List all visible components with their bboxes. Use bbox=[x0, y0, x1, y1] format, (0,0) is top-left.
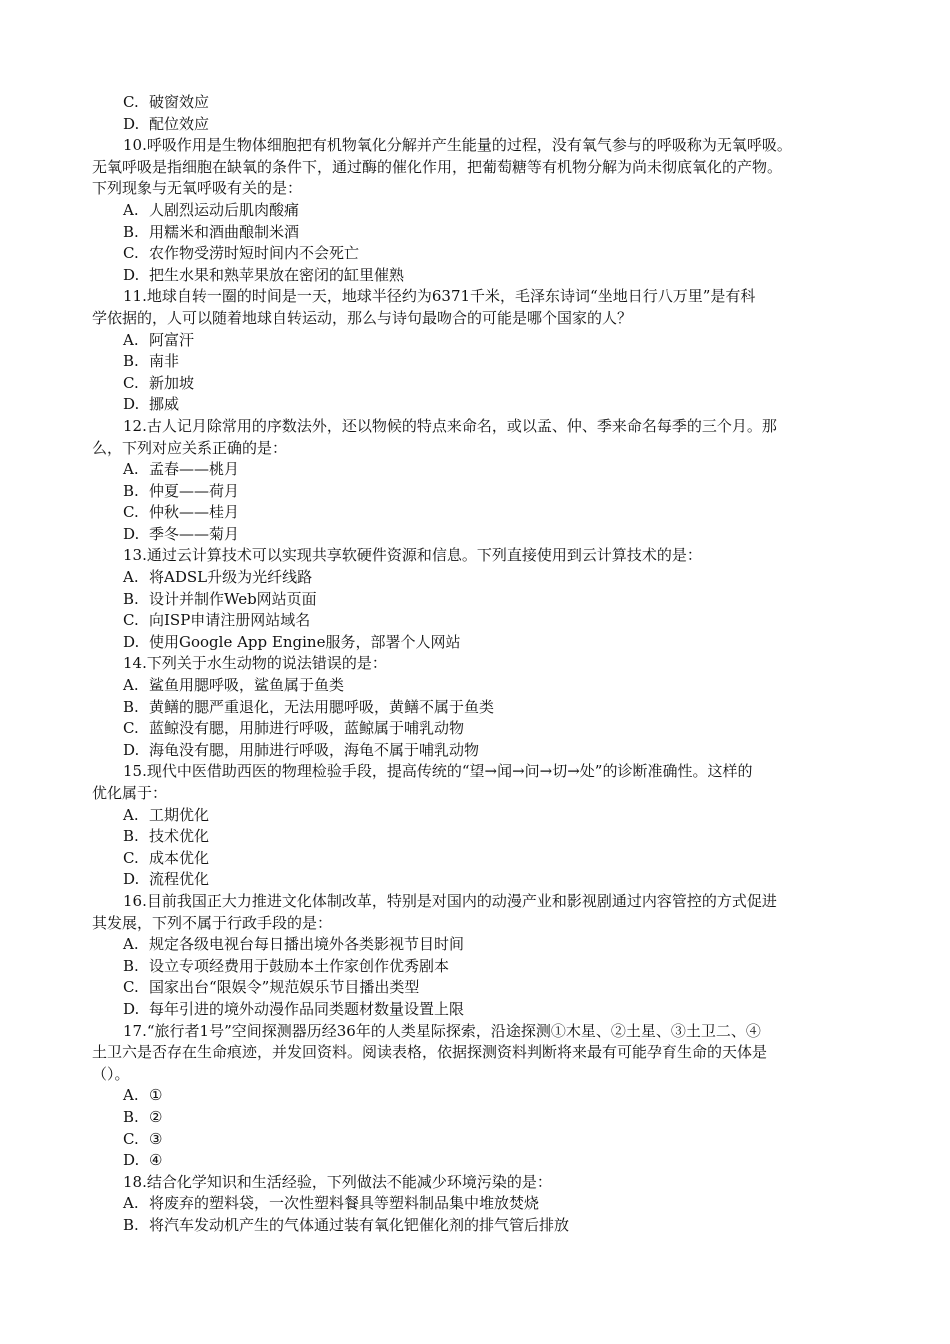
question-stem: 10.呼吸作用是生物体细胞把有机物氧化分解并产生能量的过程，没有氧气参与的呼吸称为无氧呼吸。 bbox=[123, 136, 792, 155]
question-stem: 14.下列关于水生动物的说法错误的是： bbox=[123, 654, 387, 673]
option-label: C. bbox=[123, 503, 139, 522]
option-text: 使用Google App Engine服务，部署个人网站 bbox=[149, 632, 461, 651]
answer-option bbox=[92, 632, 858, 654]
answer-option bbox=[92, 459, 858, 481]
option-label: D. bbox=[123, 114, 140, 133]
question-stem-continued: 学依据的，人可以随着地球自转运动，那么与诗句最吻合的可能是哪个国家的人？ bbox=[92, 308, 633, 327]
question-stem: 15.现代中医借助西医的物理检验手段，提高传统的“望→闻→问→切→处”的诊断准确性。这样的 bbox=[123, 762, 753, 781]
answer-option bbox=[92, 589, 858, 611]
option-text: 仲夏——荷月 bbox=[149, 481, 240, 500]
option-label: D. bbox=[123, 395, 140, 414]
question-stem-continued: （）。 bbox=[92, 1064, 130, 1083]
answer-option bbox=[92, 1150, 858, 1172]
answer-option bbox=[92, 200, 858, 222]
option-text: 将汽车发动机产生的气体通过装有氧化钯催化剂的排气管后排放 bbox=[149, 1215, 570, 1234]
option-label: B. bbox=[123, 352, 139, 371]
answer-option bbox=[92, 92, 858, 114]
option-label: B. bbox=[123, 1107, 139, 1126]
option-text: 阿富汗 bbox=[149, 330, 195, 349]
answer-option bbox=[92, 1085, 858, 1107]
option-label: B. bbox=[123, 827, 139, 846]
answer-option bbox=[92, 481, 858, 503]
option-text: 用糯米和酒曲酿制米酒 bbox=[149, 222, 300, 241]
option-text: 季冬——菊月 bbox=[149, 524, 240, 543]
option-text: 将废弃的塑料袋，一次性塑料餐具等塑料制品集中堆放焚烧 bbox=[149, 1194, 540, 1213]
answer-option bbox=[92, 740, 858, 762]
option-label: D. bbox=[123, 524, 140, 543]
answer-option bbox=[92, 718, 858, 740]
option-label: B. bbox=[123, 481, 139, 500]
option-text: ① bbox=[149, 1086, 163, 1105]
answer-option bbox=[92, 502, 858, 524]
option-label: C. bbox=[123, 1129, 139, 1148]
option-text: 挪威 bbox=[149, 395, 180, 414]
option-label: D. bbox=[123, 632, 140, 651]
option-text: 破窗效应 bbox=[149, 93, 210, 111]
answer-option bbox=[92, 1215, 858, 1237]
option-text: 成本优化 bbox=[149, 848, 210, 867]
option-label: C. bbox=[123, 848, 139, 867]
question-stem: 13.通过云计算技术可以实现共享软硬件资源和信息。下列直接使用到云计算技术的是： bbox=[123, 546, 702, 565]
question-stem: 11.地球自转一圈的时间是一天，地球半径约为6371千米，毛泽东诗词“坐地日行八万里”是有科 bbox=[123, 287, 756, 306]
question-stem-continued: 优化属于： bbox=[92, 784, 168, 802]
option-text: ② bbox=[149, 1107, 163, 1126]
answer-option bbox=[92, 697, 858, 719]
option-text: 设立专项经费用于鼓励本土作家创作优秀剧本 bbox=[149, 956, 450, 975]
answer-option bbox=[92, 977, 858, 999]
option-text: 孟春——桃月 bbox=[149, 460, 240, 479]
answer-option bbox=[92, 330, 858, 352]
option-text: 技术优化 bbox=[149, 827, 210, 846]
answer-option bbox=[92, 610, 858, 632]
answer-option bbox=[92, 805, 858, 827]
option-label: C. bbox=[123, 373, 139, 392]
answer-option bbox=[92, 524, 858, 546]
option-text: 规定各级电视台每日播出境外各类影视节目时间 bbox=[149, 935, 465, 954]
option-text: 向ISP申请注册网站域名 bbox=[149, 611, 311, 630]
answer-option bbox=[92, 265, 858, 287]
answer-option bbox=[92, 394, 858, 416]
answer-option bbox=[92, 1129, 858, 1151]
option-label: A. bbox=[123, 805, 139, 824]
option-text: 国家出台“限娱令”规范娱乐节目播出类型 bbox=[149, 978, 420, 997]
option-label: C. bbox=[123, 93, 139, 111]
option-text: 人剧烈运动后肌肉酸痛 bbox=[149, 200, 300, 219]
option-label: C. bbox=[123, 244, 139, 263]
question-stem-continued: 土卫六是否存在生命痕迹，并发回资料。阅读表格，依据探测资料判断将来最有可能孕育生命的天体是 bbox=[92, 1043, 768, 1062]
answer-option bbox=[92, 114, 858, 136]
option-label: B. bbox=[123, 1215, 139, 1234]
option-text: 工期优化 bbox=[149, 805, 210, 824]
answer-option bbox=[92, 826, 858, 848]
option-label: B. bbox=[123, 589, 139, 608]
option-label: A. bbox=[123, 460, 139, 479]
option-text: 设计并制作Web网站页面 bbox=[149, 589, 317, 608]
question-list bbox=[92, 92, 858, 1236]
question-stem: 16.目前我国正大力推进文化体制改革，特别是对国内的动漫产业和影视剧通过内容管控的方式促进 bbox=[123, 891, 777, 910]
option-text: 黄鳝的腮严重退化，无法用腮呼吸，黄鳝不属于鱼类 bbox=[149, 697, 495, 716]
option-text: 配位效应 bbox=[149, 114, 210, 133]
option-text: ④ bbox=[149, 1151, 163, 1170]
option-label: A. bbox=[123, 200, 139, 219]
answer-option bbox=[92, 222, 858, 244]
question-stem-continued: 无氧呼吸是指细胞在缺氧的条件下，通过酶的催化作用，把葡萄糖等有机物分解为尚未彻底氧化的产物。 bbox=[92, 157, 783, 176]
answer-option bbox=[92, 1107, 858, 1129]
option-text: 新加坡 bbox=[149, 373, 195, 392]
option-label: D. bbox=[123, 265, 140, 284]
option-text: 流程优化 bbox=[149, 870, 210, 889]
option-label: D. bbox=[123, 740, 140, 759]
answer-option bbox=[92, 999, 858, 1021]
option-text: 海龟没有腮，用肺进行呼吸，海龟不属于哺乳动物 bbox=[149, 740, 480, 759]
answer-option bbox=[92, 869, 858, 891]
answer-option bbox=[92, 567, 858, 589]
option-label: A. bbox=[123, 568, 139, 587]
option-label: A. bbox=[123, 1194, 139, 1213]
question-stem-continued: 其发展，下列不属于行政手段的是： bbox=[92, 913, 333, 932]
option-text: 南非 bbox=[149, 352, 180, 371]
answer-option bbox=[92, 373, 858, 395]
option-label: D. bbox=[123, 1151, 140, 1170]
option-text: 鲨鱼用腮呼吸，鲨鱼属于鱼类 bbox=[149, 676, 345, 695]
option-text: 将ADSL升级为光纤线路 bbox=[149, 568, 313, 587]
answer-option bbox=[92, 675, 858, 697]
question-stem: 12.古人记月除常用的序数法外，还以物候的特点来命名，或以孟、仲、季来命名每季的三个月。那 bbox=[123, 416, 777, 435]
answer-option bbox=[92, 243, 858, 265]
question-stem-continued: 么，下列对应关系正确的是： bbox=[92, 438, 288, 457]
option-label: A. bbox=[123, 935, 139, 954]
option-label: B. bbox=[123, 697, 139, 716]
option-text: 农作物受涝时短时间内不会死亡 bbox=[149, 244, 360, 263]
option-label: A. bbox=[123, 330, 139, 349]
option-text: 蓝鲸没有腮，用肺进行呼吸，蓝鲸属于哺乳动物 bbox=[149, 719, 465, 738]
answer-option bbox=[92, 934, 858, 956]
answer-option bbox=[92, 956, 858, 978]
option-label: B. bbox=[123, 956, 139, 975]
option-label: C. bbox=[123, 611, 139, 630]
question-stem: 18.结合化学知识和生活经验，下列做法不能减少环境污染的是： bbox=[123, 1172, 552, 1191]
option-text: 每年引进的境外动漫作品同类题材数量设置上限 bbox=[149, 999, 465, 1018]
option-text: 仲秋——桂月 bbox=[149, 503, 240, 522]
answer-option bbox=[92, 1193, 858, 1215]
option-text: 把生水果和熟苹果放在密闭的缸里催熟 bbox=[149, 265, 405, 284]
answer-option bbox=[92, 848, 858, 870]
option-label: A. bbox=[123, 1086, 139, 1105]
option-label: D. bbox=[123, 870, 140, 889]
question-stem: 17.“旅行者1号”空间探测器历经36年的人类星际探索，沿途探测①木星、②土星、③土卫二、④ bbox=[123, 1021, 761, 1040]
question-stem-continued: 下列现象与无氧呼吸有关的是： bbox=[92, 179, 303, 198]
option-text: ③ bbox=[149, 1129, 163, 1148]
option-label: C. bbox=[123, 719, 139, 738]
option-label: C. bbox=[123, 978, 139, 997]
option-label: B. bbox=[123, 222, 139, 241]
option-label: D. bbox=[123, 999, 140, 1018]
answer-option bbox=[92, 351, 858, 373]
option-label: A. bbox=[123, 676, 139, 695]
